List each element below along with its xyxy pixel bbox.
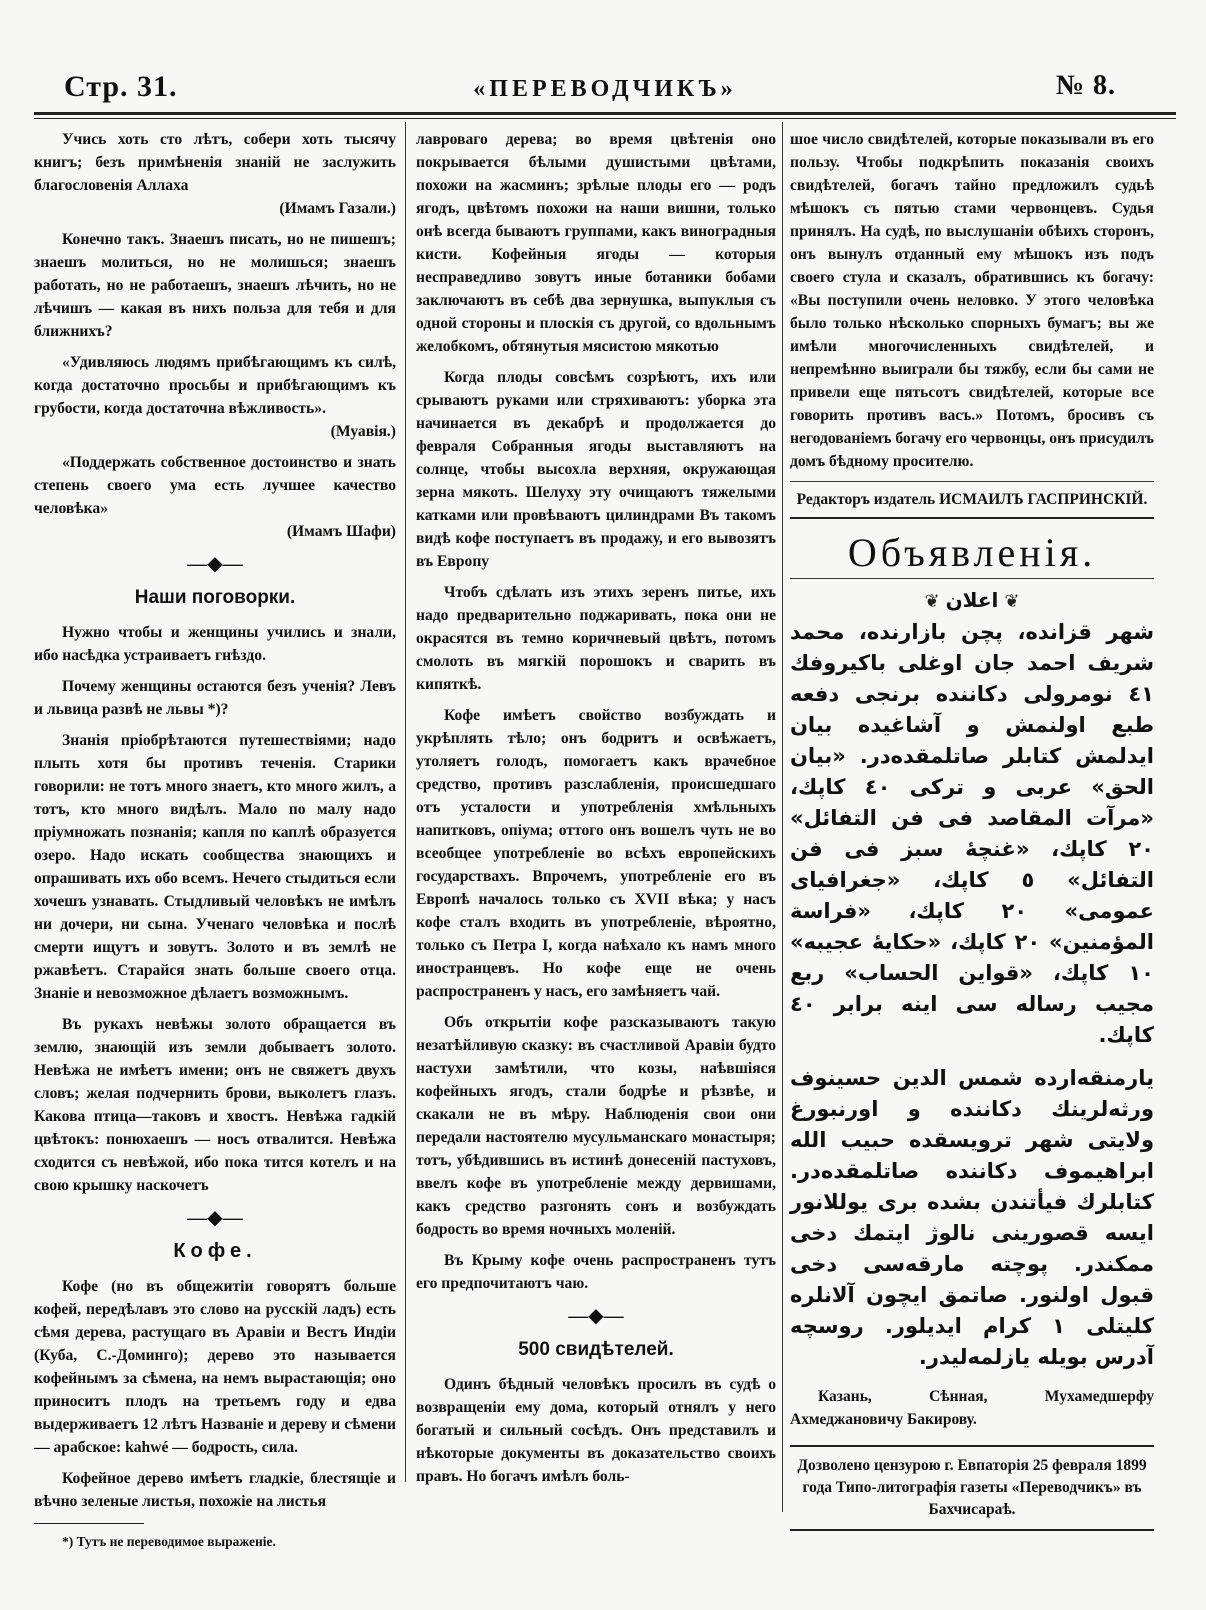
paragraph: Кофейное дерево имѣетъ гладкіе, блестящіе и вѣчно зеленые листья, похожіе на листья (34, 1470, 396, 1510)
arabic-advertisement: شهر قزانده، پچن بازارنده، محمد شریف احمد جان اوغلی باکیروفك ٤١ نومرولی دکاننده برنجی دفعه طبع اولنمش و آشاغیده بیان ایدلمش کتابلر صاتلمقده‌در. «بیان الحق» عربی و ترکی ٤٠ کاپك، «مرآت المقاصد فی فن التفائل» ٢٠ کاپك، «غنچهٔ سبز فی فن التفائل» ٥ کاپك، «جغرافیای عمومی» ٢٠ کاپك، «فراسة المؤمنین» ٢٠ کاپك، «حکایهٔ عجیبه» ١٠ کاپك، «قواین الحساب» ربع مجیب رساله سی اینه برابر ٤٠ کاپك. (790, 620, 1155, 1047)
paragraph: Объ открытіи кофе разсказываютъ такую незатѣйливую сказку: въ счастливой Аравіи будто настухи замѣтили, что козы, наѣвшіяся кофейныхъ ягодъ, стали бодрѣе и рѣзвѣе, и скакали не въ мѣру. Наблюденія свои они передали настоятелю мусульманскаго монастыря; тотъ, убѣдившись въ истинѣ донесеній пастуховъ, ввелъ кофе въ употребленіе между дервишами, какъ средство разгонять сонъ и возбуждать бодрость во время ночныхъ моленій. (416, 1014, 776, 1238)
column-3 (790, 128, 1154, 1531)
quote-3: «Поддержать собственное достоинство и знать степень своего ума есть лучшее качество человѣка» (Имамъ Шафи) (34, 451, 396, 543)
paragraph: лавроваго дерева; во время цвѣтенія оно покрывается бѣлыми душистыми цвѣтами, похожи на жасминъ; зрѣлые плоды его — родъ ягодъ, цвѣтомъ похожи на наши вишни, только онѣ всегда бываютъ группами, какъ виноградныя кисти. Кофейныя ягоды — которыя несправедливо зовутъ иные ботаники бобами заключаютъ въ себѣ два зернушка, выпуклыя съ одной стороны и плоскія съ другой, со вдольнымъ желобкомъ, обтянутыя мясистою мякотью (416, 131, 776, 355)
paragraph: Одинъ бѣдный человѣкъ просилъ въ судѣ о возвращеніи ему дома, который отнялъ у него богатый и сильный сосѣдъ. Онъ представилъ и нѣкоторые документы въ доказательство своихъ правъ. Но богачъ имѣлъ боль- (416, 1376, 776, 1485)
ornament-icon: ❦ (924, 591, 940, 612)
issue-number: № 8. (1055, 70, 1116, 101)
paragraph: Нужно чтобы и женщины учились и знали, ибо насѣдка устраиваетъ гнѣздо. (34, 624, 396, 664)
page-header (34, 70, 1176, 114)
address: Казань, Сѣнная, Мухамедшерфу Ахмеджановичу Бакирову. (790, 1388, 1154, 1428)
section-title-sayings: Наши поговорки. (134, 587, 296, 608)
paragraph: Чтобъ сдѣлать изъ этихъ зеренъ питье, ихъ надо предварительно поджаривать, пока они не окрасятся въ темно коричневый цвѣтъ, потомъ смолоть въ мягкій порошокъ и сварить въ кипяткѣ. (416, 584, 776, 693)
page-number: Стр. 31. (64, 70, 178, 103)
quote-author: (Муавія.) (330, 423, 396, 440)
paragraph: шое число свидѣтелей, которые показывали въ его пользу. Чтобы подкрѣпить показанія своихъ свидѣтелей, богачъ тайно предложилъ судьѣ мѣшокъ съ пятью стами червонцевъ. Судья принялъ. На судѣ, по выслушаніи обѣихъ сторонъ, онъ вынулъ отданный ему мѣшокъ изъ подъ своего стула и сказалъ, обратившись къ богачу: «Вы поступили очень неловко. У этого человѣка было только нѣсколько спорныхъ бумагъ; вы же имѣли многочисленныхъ свидѣтелей, и непремѣнно выиграли бы тяжбу, если бы сами не привели еще пятьсотъ свидѣтелей, которые все говорить противъ васъ.» Потомъ, бросивъ съ негодованіемъ богачу его червонцы, онъ присудилъ домъ бѣдному просителю. (790, 131, 1154, 470)
newspaper-title: «ПЕРЕВОДЧИКЪ» (473, 76, 737, 102)
ilan-heading: ❦ اعلان ❦ (924, 588, 1020, 612)
paragraph: Кофе (но въ общежитіи говорятъ больше кофей, передѣлавъ это слово на русскій ладъ) есть сѣмя дерева, растущаго въ Аравіи и Вестъ Индіи (Куба, С.-Доминго); дерево это называется кофейнымъ за сѣмена, на немъ вырастающія; оно приноситъ плодъ на третьемъ году и едва выдерживаетъ 12 лѣтъ Названіе и дереву и сѣмени — арабское: kahwé — бодрость, сила. (34, 1278, 396, 1456)
paragraph: Конечно такъ. Знаешъ писать, но не пишешъ; знаешъ молиться, но не молишься; знаешъ работать, но не работаешъ, знаешъ лѣчить, но не лѣчишъ — какая въ нихъ польза для тебя и для ближнихъ? (34, 231, 396, 340)
section-title-coffee: Кофе. (173, 1240, 257, 1262)
paragraph: Почему женщины остаются безъ ученія? Левъ и львица развѣ не львы *)? (34, 678, 396, 718)
paragraph: Когда плоды совсѣмъ созрѣютъ, ихъ или срываютъ руками или стряхиваютъ: уборка эта начинается въ декабрѣ и продолжается до февраля Собранныя ягоды выставляютъ на солнце, чтобы высохла верхняя, окружающая зерна мякоть. Шелуху эту очищаютъ тяжелыми катками или провѣваютъ цилиндрами Въ такомъ видѣ кофе поступаетъ въ продажу, и его вывозятъ въ Европу (416, 369, 776, 570)
paragraph: Въ Крыму кофе очень распространенъ тутъ его предпочитаютъ чаю. (416, 1252, 776, 1292)
footnote: *) Тутъ не переводимое выраженіе. (62, 1534, 276, 1549)
quote-1: Учись хоть сто лѣтъ, собери хоть тысячу книгъ; безъ примѣненія знаній не заслужить благословенія Аллаха (Имамъ Газали.) (34, 128, 396, 220)
paragraph: Кофе имѣетъ свойство возбуждать и укрѣплять тѣло; онъ бодритъ и освѣжаетъ, утоляетъ голодъ, помогаетъ какъ врачебное средство, противъ разслабленія, происшедшаго отъ усталости и употребленія хмѣльныхъ напитковъ, опіума; оттого онъ вошелъ чуть не во всеобщее употребленіе во всѣхъ европейскихъ государствахъ. Впрочемъ, употребленіе его въ Европѣ началось только съ XVII вѣка; у насъ кофе сталъ входить въ употребленіе, вѣроятно, только съ Петра I, когда наѣхало къ намъ много иностранцевъ. Но кофе еще не очень распространенъ у насъ, его замѣняетъ чай. (416, 707, 776, 1000)
ornament-icon: ❦ (1004, 591, 1020, 612)
ornament-separator: —◆— (568, 1305, 624, 1327)
footnote-rule (34, 1523, 144, 1524)
ads-title: Объявленія. (847, 530, 1097, 575)
ornament-separator: —◆— (187, 553, 243, 575)
column-1 (34, 128, 396, 1553)
column-2 (416, 128, 776, 1496)
ads-rule (790, 578, 1154, 579)
quote-author: (Имамъ Газали.) (279, 200, 396, 217)
column-divider (782, 122, 783, 1512)
section-title-witnesses: 500 свидѣтелей. (518, 1339, 674, 1360)
ornament-separator: —◆— (187, 1207, 243, 1229)
arabic-advertisement: یارمنقه‌ارده شمس الدین حسینوف ورثه‌لرینك دکاننده و اورنبورغ ولایتی شهر ترویسقده حبیب الله ابراهیموف دکاننده صاتلمقده‌در. کتابلرك فیأتندن بشده بری یوللانور ایسه قصورینی نالوژ ایتمك دخی ممکندر. پوچته مارقه‌سی دخی قبول اولنور. صاتمق ایچون آلانلره کلیتلی ١ کرام ایدیلور. روسچه آدرس بویله یازلمه‌لیدر. (790, 1066, 1154, 1369)
header-rule (34, 112, 1176, 119)
column-divider (405, 122, 406, 1482)
paragraph: Знанія пріобрѣтаются путешествіями; надо плыть хотя бы противъ теченія. Старики говорили: не тотъ много знаетъ, кто много жилъ, а тотъ, кто много видѣлъ. Мало по малу надо пріумножать познанія; капля по каплѣ образуется озеро. Надо искать сообщества знающихъ и опрашивать ихъ обо всемъ. Нечего стыдиться если хочешъ узнавать. Стыдливый человѣкъ не имѣлъ ни дочери, ни сына. Ученаго человѣка и послѣ смерти ищутъ и зовутъ. Золото и въ землѣ не ржавѣетъ. Старайся знать больше своего отца. Знаніе и невозможное дѣлаетъ возможнымъ. (34, 732, 396, 1002)
paragraph: Въ рукахъ невѣжы золото обращается въ землю, знающій изъ земли добываетъ золото. Невѣжа не имѣетъ имени; онъ не свяжетъ двухъ словъ; желая подчернить брови, выколетъ глазъ. Какова птица—таковъ и хвостъ. Невѣжа гадкій цвѣтокъ: понюхаешъ — носъ отвалится. Невѣжа сходится съ невѣжой, ибо пока тится котелъ и на свою крышку наскочетъ (34, 1016, 396, 1194)
editor-line: Редакторъ издатель ИСМАИЛЪ ГАСПРИНСКІЙ. (790, 481, 1154, 519)
quote-2: «Удивляюсь людямъ прибѣгающимъ къ силѣ, когда достаточно просьбы и прибѣгающимъ къ грубости, когда достаточна вѣжливость». (Муавія.) (34, 351, 396, 443)
quote-author: (Имамъ Шафи) (286, 523, 396, 540)
censorship-note: Дозволено цензурою г. Евпаторія 25 февраля 1899 года Типо-литографія газеты «Переводчикъ» въ Бахчисараѣ. (790, 1445, 1154, 1531)
